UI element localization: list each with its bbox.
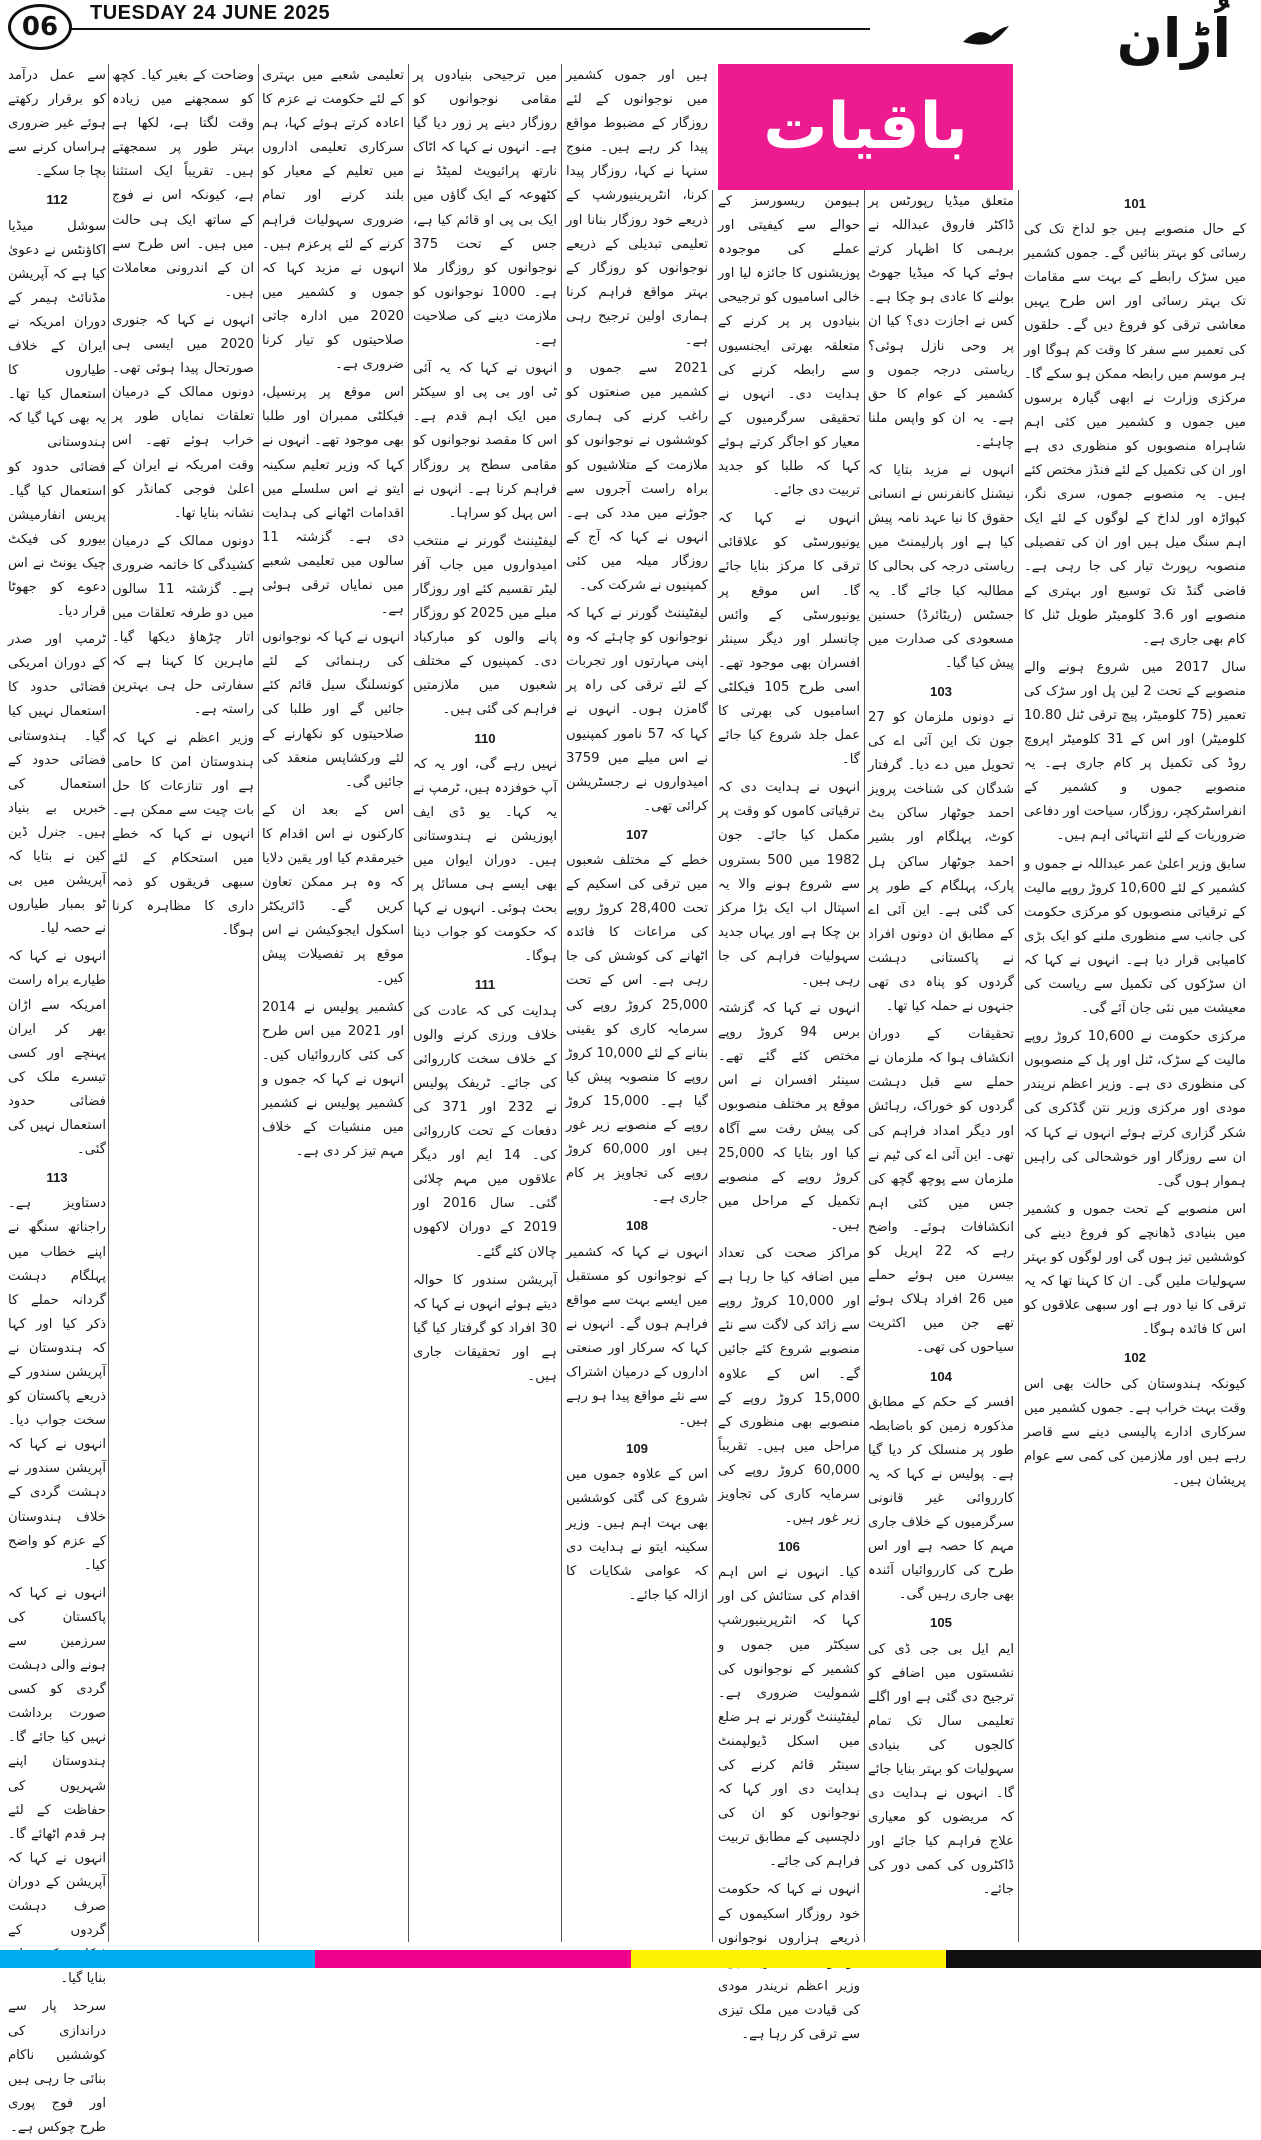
article-paragraph: انہوں نے مزید بتایا کہ نیشنل کانفرنس نے انسانی حقوق کا نیا عہد نامہ پیش کیا ہے اور پارلیمنٹ میں ریاستی درجہ کی بحالی کا مطالبہ کیا جائے گا۔ یہ جسٹس (ریٹائرڈ) حسنین مسعودی کی صدارت میں پیش کیا گیا۔	[868, 463, 1014, 671]
article-paragraph: کے حال منصوبے ہیں جو لداخ تک کی رسائی کو بہتر بنائیں گے۔ جموں کشمیر میں سڑک رابطے کے بہت سے مقامات تک بہتر رسائی اور اس طرح یہیں معاشی ترقی کو فروغ دیں گے۔ حلقوں کی تعمیر سے سفر کا وقت کم ہوگا اور ہر موسم میں رابطہ ممکن ہو سکے گا۔ مرکزی وزارت نے ابھی گیارہ برسوں میں جموں و کشمیر میں کئی اہم شاہراہ منصوبوں کو منظوری دی ہے اور ان کی تکمیل کے لئے فنڈز مختص کئے ہیں۔ یہ منصوبے جموں، سری نگر، کپواڑہ اور لداخ کے لوگوں کے لئے ایک اہم سنگ میل ہیں اور ان کی تفصیلی منصوبہ رپورٹ تیار کی جا رہی ہے۔ قاضی گنڈ تک توسیع اور بہتری کے منصوبے اور 3.6 کلومیٹر طویل ٹنل کا کام بھی جاری ہے۔	[1023, 222, 1246, 647]
article-paragraph: کیا۔ انہوں نے اس اہم اقدام کی ستائش کی اور کہا کہ انٹرپرینیورشپ سیکٹر میں جموں و کشمیر کے نوجوانوں کی شمولیت ضروری ہے۔ لیفٹیننٹ گورنر نے ہر ضلع میں اسکل ڈیولپمنٹ سینٹر قائم کرنے کی ہدایت دی اور کہا کہ نوجوانوں کو ان کی دلچسپی کے مطابق تربیت فراہم کی جائے۔	[718, 1565, 860, 1870]
article-column	[413, 64, 557, 1942]
story-number: 107	[625, 826, 648, 842]
black-swatch	[946, 1950, 1261, 1968]
article-paragraph: اس موقع پر پرنسپل، فیکلٹی ممبران اور طلبا بھی موجود تھے۔ انہوں نے کہا کہ وزیر تعلیم سکینہ ایتو نے اس سلسلے میں اقدامات اٹھانے کی ہدایت دی ہے۔ گزشتہ 11 سالوں میں تعلیمی شعبے میں نمایاں ترقی ہوئی ہے۔	[262, 385, 404, 618]
article-paragraph: 2021 سے جموں و کشمیر میں صنعتوں کو راغب کرنے کی ہماری کوششوں نے نوجوانوں کو ملازمت کے متلاشیوں کو براہ راست آجروں سے جوڑنے میں مدد کی ہے۔ انہوں نے کہا کہ آج کے روزگار میلہ میں کئی کمپنیوں نے شرکت کی۔	[566, 361, 708, 593]
article-paragraph: انہوں نے کہا کہ جنوری 2020 میں ایسی ہی صورتحال پیدا ہوئی تھی۔ دونوں ممالک کے درمیان تعلقات نمایاں طور پر خراب ہوئے تھے۔ اس وقت امریکہ نے ایران کے اعلیٰ فوجی کمانڈر کو نشانہ بنایا تھا۔	[112, 312, 254, 521]
story-number: 103	[929, 683, 952, 699]
article-paragraph: انہوں نے کہا کہ کشمیر کے نوجوانوں کو مستقبل میں ایسے بہت سے مواقع فراہم ہوں گے۔ انہوں نے کہا کہ سرکار اور صنعتی اداروں کے درمیان اشتراک سے نئے مواقع پیدا ہو رہے ہیں۔	[566, 1244, 708, 1429]
header-rule	[70, 28, 870, 30]
article-paragraph: اس منصوبے کے تحت جموں و کشمیر میں بنیادی ڈھانچے کو فروغ دینے کی کوششیں تیز ہوں گی اور لوگوں کو بہتر سہولیات ملیں گی۔ ان کا کہنا تھا کہ یہ ترقی کا نیا دور ہے اور سبھی علاقوں کو اس کا فائدہ ہوگا۔	[1024, 1201, 1246, 1338]
article-paragraph: ہیومن ریسورسز کے حوالے سے کیفیتی اور عملے کی موجودہ پوزیشنوں کا جائزہ لیا اور خالی اسامیوں کو ترجیحی بنیادوں پر پر کرنے کے متعلقہ بھرتی ایجنسیوں سے رابطہ کرنے کی ہدایت دی۔ انہوں نے تحقیقی سرگرمیوں کے معیار کو اجاگر کرتے ہوئے کہا کہ طلبا کو جدید تربیت دی جائے۔	[718, 194, 860, 499]
story-number: 108	[625, 1218, 648, 1234]
column-divider	[864, 190, 865, 1942]
article-paragraph: انہوں نے کہا کہ گزشتہ برس 94 کروڑ روپے مختص کئے گئے تھے۔ سینئر افسران نے اس موقع پر مختلف منصوبوں کی پیش رفت سے آگاہ کیا اور بتایا کہ 25,000 کروڑ روپے کے منصوبے تکمیل کے مراحل میں ہیں۔	[718, 1001, 860, 1233]
article-column	[112, 64, 254, 1942]
issue-date: TUESDAY 24 JUNE 2025	[90, 2, 331, 24]
article-column	[1024, 190, 1246, 1942]
story-number: 101	[1123, 196, 1146, 211]
column-divider	[712, 190, 713, 1942]
story-number: 111	[474, 977, 496, 993]
article-paragraph: انہوں نے کہا کہ حکومت خود روزگار اسکیموں کے ذریعے ہزاروں نوجوانوں وزیر اعظم نریندر مودی کی قیادت میں ملک تیزی سے ترقی کر رہا ہے۔	[718, 1882, 860, 2043]
article-column	[718, 190, 861, 2043]
article-column	[868, 190, 1014, 1942]
cyan-swatch	[0, 1950, 315, 1968]
article-column	[566, 64, 708, 1942]
article-paragraph: انہوں نے کہا کہ نوجوانوں کی رہنمائی کے لئے کونسلنگ سیل قائم کئے جائیں گے اور طلبا کی صلاحیتوں کو نکھارنے کے لئے ورکشاپس منعقد کی جائیں گی۔	[262, 630, 404, 790]
article-paragraph: وضاحت کے بغیر کیا۔ کچھ کو سمجھنے میں زیادہ وقت لگتا ہے، لکھا ہے بہتر طور پر سمجھتے ہیں۔ تقریباً ایک استثنا ہے، کیونکہ اس نے فوج کے ساتھ ایک ہی حالت میں ہیں۔ اس طرح سے ان کے اندرونی معاملات ہیں۔	[112, 68, 254, 300]
article-paragraph: متعلق میڈیا رپورٹس پر ڈاکٹر فاروق عبداللہ نے برہمی کا اظہار کرتے ہوئے کہا کہ میڈیا جھوٹ بولنے کا عادی ہو چکا ہے۔ کس نے اجازت دی؟ کیا ان پر وحی نازل ہوئی؟ ریاستی درجہ جموں و کشمیر کے عوام کا حق ہے۔ یہ ان کو واپس ملنا چاہئے۔	[868, 194, 1014, 450]
article-paragraph: ہدایت کی کہ عادت کی خلاف ورزی کرنے والوں کے خلاف سخت کارروائی کی جائے۔ ٹریفک پولیس نے 232 اور 371 کی دفعات کے تحت کارروائی کی۔ 14 ایم اور دیگر علاقوں میں مہم چلائی گئی۔ سال 2016 اور 2019 کے دوران لاکھوں چالان کئے گئے۔	[413, 1003, 557, 1260]
print-color-bar	[0, 1950, 1261, 1968]
article-paragraph: سے عمل درآمد کو برقرار رکھتے ہوئے غیر ضروری ہراساں کرنے سے بچا جا سکے۔	[8, 68, 106, 180]
article-paragraph: دونوں ممالک کے درمیان کشیدگی کا خاتمہ ضروری ہے۔ گزشتہ 11 سالوں میں دو طرفہ تعلقات میں اتار چڑھاؤ دیکھا گیا۔ ماہرین کا کہنا ہے کہ سفارتی حل ہی بہترین راستہ ہے۔	[112, 533, 254, 718]
article-paragraph: تحقیقات کے دوران انکشاف ہوا کہ ملزمان نے حملے سے قبل دہشت گردوں کو خوراک، رہائش اور دیگر امداد فراہم کی تھی۔ این آئی اے کی ٹیم نے ملزمان سے پوچھ گچھ کی جس میں کئی اہم انکشافات ہوئے۔ واضح رہے کہ 22 اپریل کو بیسرن میں ہوئے حملے میں 26 افراد ہلاک ہوئے تھے جن میں اکثریت سیاحوں کی تھی۔	[868, 1027, 1014, 1356]
article-column	[8, 64, 106, 2135]
article-paragraph: ٹرمپ اور صدر کے دوران امریکی فضائی حدود کا استعمال نہیں کیا گیا۔ ہندوستانی فضائی حدود کے استعمال کی خبریں بے بنیاد ہیں۔ جنرل ڈین کین نے بتایا کہ آپریشن میں بی ٹو بمبار طیاروں نے حصہ لیا۔	[8, 632, 106, 937]
article-paragraph: سرحد پار سے دراندازی کی کوششیں ناکام بنائی جا رہی ہیں اور فوج پوری طرح چوکس ہے۔	[8, 1999, 106, 2135]
article-paragraph: نے دونوں ملزمان کو 27 جون تک این آئی اے کی تحویل میں دے دیا۔ گرفتار شدگان کی شناخت پرویز احمد جوٹھار ساکن بٹ کوٹ، پہلگام اور بشیر احمد جوٹھار ساکن ہل پارک، پہلگام کے طور پر کی گئی ہے۔ این آئی اے کے مطابق ان دونوں افراد نے پاکستانی دہشت گردوں کو پناہ دی تھی جنہوں نے حملہ کیا تھا۔	[868, 709, 1014, 1015]
article-paragraph: سال 2017 میں شروع ہونے والے منصوبے کے تحت 2 لین پل اور سڑک کی تعمیر (75 کلومیٹر، پیچ ترقی ٹنل 10.80 کلومیٹر) اور اس کے 31 کلومیٹر اپروچ روڈ کی تکمیل پر کام جاری ہے۔ یہ منصوبے جموں و کشمیر کے انفراسٹرکچر، روزگار، سیاحت اور دفاعی ضروریات کے لئے انتہائی اہم ہیں۔	[1024, 659, 1247, 844]
story-number: 113	[46, 1170, 68, 1186]
article-paragraph: نہیں رہے گی، اور یہ کہ آپ خوفزدہ ہیں، ٹرمپ نے یہ کہا۔ یو ڈی ایف اپوزیشن نے ہندوستانی ہیں۔ دوران ایوان میں بھی ایسے ہی مسائل پر بحث ہوئی۔ انہوں نے کہا کہ حکومت کو جواب دینا ہوگا۔	[413, 756, 557, 965]
article-paragraph: انہوں نے کہا کہ طیارے براہ راست امریکہ سے اڑان بھر کر ایران پہنچے اور کسی تیسرے ملک کی فضائی حدود استعمال نہیں کی گئی۔	[8, 949, 106, 1158]
story-number: 104	[929, 1368, 952, 1384]
article-paragraph: خطے کے مختلف شعبوں میں ترقی کی اسکیم کے تحت 28,400 کروڑ روپے کی مراعات کا فائدہ اٹھانے کی کوشش کی جا رہی ہے۔ اس کے تحت 25,000 کروڑ روپے کی سرمایہ کاری کو یقینی بنانے کے لئے 10,000 کروڑ روپے کا منصوبہ پیش کیا گیا ہے۔ 15,000 کروڑ روپے کے منصوبے زیر غور ہیں اور 60,000 کروڑ روپے کی تجاویز پر کام جاری ہے۔	[565, 853, 709, 1206]
column-divider	[408, 64, 409, 1942]
article-column	[262, 64, 404, 1942]
article-paragraph: انہوں نے کہا کہ یہ آئی ٹی اور بی پی او سیکٹر میں ایک اہم قدم ہے۔ اس کا مقصد نوجوانوں کو مقامی سطح پر روزگار فراہم کرنا ہے۔ انہوں نے اس پہل کو سراہا۔	[413, 361, 557, 521]
article-paragraph: ہیں اور جموں کشمیر میں نوجوانوں کے لئے روزگار کے مضبوط مواقع پیدا کر رہے ہیں۔ منوج سنہا نے کہا، روزگار پیدا کرنا، انٹرپرینیورشپ کے ذریعے خود روزگار بنانا اور تعلیمی تبدیلی کے ذریعے نوجوانوں کو روزگار کے بہتر مواقع فراہم کرنا ہماری اولین ترجیح رہی ہے۔	[566, 68, 708, 349]
article-paragraph: اس کے بعد ان کے کارکنوں نے اس اقدام کا خیرمقدم کیا اور یقین دلایا کہ وہ ہر ممکن تعاون کریں گے۔ ڈائریکٹر اسکول ایجوکیشن نے اس موقع پر تفصیلات پیش کیں۔	[262, 802, 404, 987]
article-paragraph: مراکز صحت کی تعداد میں اضافہ کیا جا رہا ہے اور 10,000 کروڑ روپے سے زائد کی لاگت سے نئے منصوبے شروع کئے جائیں گے۔ اس کے علاوہ 15,000 کروڑ روپے کے منصوبے بھی منظوری کے مراحل میں ہیں۔ تقریباً 60,000 کروڑ روپے کی سرمایہ کاری کی تجاویز زیر غور ہیں۔	[718, 1246, 861, 1527]
article-paragraph: انہوں نے کہا کہ پاکستان کی سرزمین سے ہونے والی دہشت گردی کو کسی صورت برداشت نہیں کیا جائے گا۔ ہندوستان اپنے شہریوں کی حفاظت کے لئے ہر قدم اٹھائے گا۔ انہوں نے کہا کہ آپریشن کے دوران صرف دہشت گردوں کے بنایا گیا۔	[8, 1585, 106, 1987]
story-number: 105	[929, 1615, 952, 1631]
article-paragraph: کشمیر پولیس نے 2014 اور 2021 میں اس طرح کی کئی کارروائیاں کیں۔ انہوں نے کہا کہ جموں و کشمیر پولیس نے کشمیر میں منشیات کے خلاف مہم تیز کر دی ہے۔	[262, 999, 404, 1160]
article-paragraph: افسر کے حکم کے مطابق مذکورہ زمین کو باضابطہ طور پر منسلک کر دیا گیا ہے۔ پولیس نے کہا کہ یہ کارروائی غیر قانونی سرگرمیوں کے خلاف جاری مہم کا حصہ ہے اور اس طرح کی کارروائیاں آئندہ بھی جاری رہیں گی۔	[868, 1394, 1014, 1603]
article-paragraph: آپریشن سندور کا حوالہ دیتے ہوئے انہوں نے کہا کہ 30 افراد کو گرفتار کیا گیا ہے اور تحقیقات جاری ہیں۔	[413, 1272, 557, 1384]
article-paragraph: وزیر اعظم نے کہا کہ ہندوستان امن کا حامی ہے اور تنازعات کا حل بات چیت سے ممکن ہے۔ انہوں نے کہا کہ خطے میں استحکام کے لئے سبھی فریقوں کو ذمہ داری کا مظاہرہ کرنا ہوگا۔	[112, 730, 254, 939]
story-number: 112	[46, 192, 68, 208]
article-paragraph: ایم ایل بی جی ڈی کی نشستوں میں اضافے کو ترجیح دی گئی ہے اور اگلے تعلیمی سال تک تمام کالجوں کی بنیادی سہولیات کو بہتر بنایا جائے گا۔ انہوں نے ہدایت دی کہ مریضوں کو معیاری علاج فراہم کیا جائے اور ڈاکٹروں کی کمی دور کی جائے۔	[868, 1641, 1014, 1898]
page-number-badge: 06	[8, 4, 72, 50]
story-number: 110	[474, 730, 496, 746]
article-paragraph: سوشل میڈیا اکاؤنٹس نے دعویٰ کیا ہے کہ آپریشن مڈنائٹ ہیمر کے دوران امریکہ نے ایران کے خلاف طیاروں کا استعمال کیا تھا۔ یہ بھی کہا گیا کہ ہندوستانی فضائی حدود کو استعمال کیا گیا۔ پریس انفارمیشن بیورو کی فیکٹ چیک یونٹ نے اس دعوے کو جھوٹا قرار دیا۔	[8, 218, 106, 620]
article-paragraph: مرکزی حکومت نے 10,600 کروڑ روپے مالیت کے سڑک، ٹنل اور پل کے منصوبوں کی منظوری دی ہے۔ وزیر اعظم نریندر مودی اور مرکزی وزیر نتن گڈکری کی شکر گزاری کرتے ہوئے انہوں نے کہا کہ ان سے روزگار اور خوشحالی کی راہیں ہموار ہوں گی۔	[1024, 1029, 1246, 1189]
story-number: 106	[777, 1539, 800, 1555]
column-divider	[561, 64, 562, 1942]
article-paragraph: دستاویز ہے۔ راجناتھ سنگھ نے اپنے خطاب میں پہلگام دہشت گردانہ حملے کا ذکر کیا اور کہا کہ ہندوستان نے آپریشن سندور کے ذریعے پاکستان کو سخت جواب دیا۔ انہوں نے کہا کہ آپریشن سندور نے دہشت گردی کے خلاف ہندوستان کے عزم کو واضح کیا۔	[8, 1196, 106, 1573]
section-title-box	[718, 64, 1013, 190]
article-paragraph: سابق وزیر اعلیٰ عمر عبداللہ نے جموں و کشمیر کے لئے 10,600 کروڑ روپے مالیت کے ترقیاتی منصوبوں کو مرکزی حکومت کی جانب سے منظوری ملنے کو ایک بڑی کامیابی قرار دیا ہے۔ انہوں نے کہا کہ ان سڑکوں کی تکمیل سے ریاست کی معیشت میں نئی جان آئے گی۔	[1024, 856, 1247, 1017]
article-paragraph: میں ترجیحی بنیادوں پر مقامی نوجوانوں کو روزگار دینے پر زور دیا گیا ہے۔ انہوں نے کہا کہ اٹاک نارتھ پرائیویٹ لمیٹڈ نے کٹھوعہ کے ایک گاؤں میں ایک بی پی او قائم کیا ہے، جس کے تحت 375 نوجوانوں کو روزگار ملا ہے۔ 1000 نوجوانوں کو ملازمت دینے کی صلاحیت ہے۔	[413, 68, 557, 349]
column-divider	[1018, 190, 1019, 1942]
article-paragraph: تعلیمی شعبے میں بہتری کے لئے حکومت نے عزم کا اعادہ کرتے ہوئے کہا، ہم سرکاری تعلیمی اداروں میں تعلیم کے معیار کو بلند کرنے اور تمام ضروری سہولیات فراہم کرنے کے لئے پرعزم ہیں۔ انہوں نے مزید کہا کہ جموں و کشمیر میں 2020 میں ادارہ جاتی صلاحیتوں کو تیار کرنا ضروری ہے۔	[262, 68, 404, 373]
article-paragraph: انہوں نے کہا کہ یونیورسٹی کو علاقائی ترقی کا مرکز بنایا جائے گا۔ اس موقع پر یونیورسٹی کے وائس چانسلر اور دیگر سینئر افسران بھی موجود تھے۔ اسی طرح 105 فیکلٹی اسامیوں کی بھرتی کا عمل جلد شروع کیا جائے گا۔	[718, 511, 860, 768]
masthead-logo: اُڑان	[1116, 7, 1231, 70]
magenta-swatch	[315, 1950, 630, 1968]
article-paragraph: اس کے علاوہ جموں میں شروع کی گئی کوششیں بھی بہت اہم ہیں۔ وزیر سکینہ ایتو نے ہدایت دی کہ عوامی شکایات کا ازالہ کیا جائے۔	[566, 1467, 708, 1603]
story-number: 109	[625, 1441, 648, 1457]
article-paragraph: لیفٹیننٹ گورنر نے کہا کہ نوجوانوں کو چاہئے کہ وہ اپنی مہارتوں اور تجربات کے لئے ترقی کی راہ پر گامزن ہوں۔ انہوں نے کہا کہ 57 نامور کمپنیوں نے اس میلے میں 3759 امیدواروں نے رجسٹریشن کرائی تھی۔	[566, 606, 708, 814]
article-paragraph: کیونکہ ہندوستان کی حالت بھی اس وقت بہت خراب ہے۔ جموں کشمیر میں سرکاری ادارے پالیسی دینے سے قاصر رہے ہیں اور ملازمین کی کمی سے عوام پریشان ہیں۔	[1024, 1376, 1246, 1488]
article-paragraph: لیفٹیننٹ گورنر نے منتخب امیدواروں میں جاب آفر لیٹر تقسیم کئے اور روزگار میلے میں 2025 کو روزگار پانے والوں کو مبارکباد دی۔ کمپنیوں کے مختلف شعبوں میں ملازمتیں فراہم کی گئی ہیں۔	[413, 533, 558, 718]
column-divider	[258, 64, 259, 1942]
yellow-swatch	[631, 1950, 946, 1968]
column-divider	[108, 64, 109, 1942]
article-paragraph: انہوں نے ہدایت دی کہ ترقیاتی کاموں کو وقت پر مکمل کیا جائے۔ جون 1982 میں 500 بستروں سے شروع ہونے والا یہ اسپتال اب ایک بڑا مرکز بن چکا ہے اور یہاں جدید سہولیات فراہم کی جا رہی ہیں۔	[718, 780, 861, 988]
section-title: باقیات	[763, 90, 968, 164]
story-number: 102	[1123, 1350, 1146, 1366]
